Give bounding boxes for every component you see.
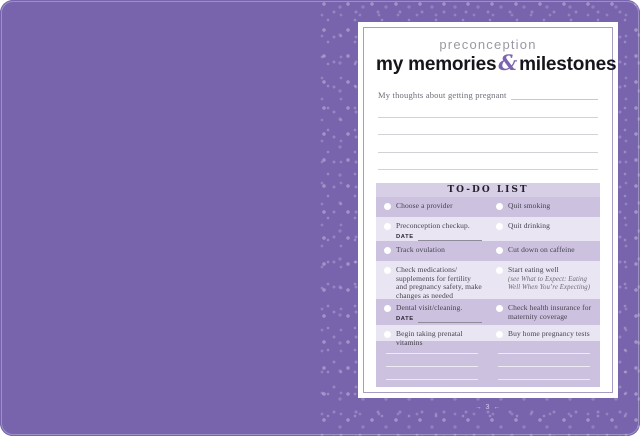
checkbox-circle-icon [496, 305, 503, 312]
todo-item [488, 261, 600, 299]
thoughts-ruled-lines [378, 100, 598, 170]
checkbox-circle-icon [496, 331, 503, 338]
todo-item-label: Quit drinking [508, 221, 550, 230]
checkbox-circle-icon [384, 267, 391, 274]
todo-item-label: Dental visit/cleaning. [396, 303, 463, 312]
write-in-line [386, 367, 478, 380]
page-number: 3 [485, 404, 491, 411]
todo-item [488, 217, 600, 241]
todo-item-label: Choose a provider [396, 201, 453, 210]
section-eyebrow: preconception [439, 37, 537, 52]
todo-item [376, 197, 488, 217]
checkbox-circle-icon [384, 331, 391, 338]
todo-item-label: Begin taking prenatal vitamins [396, 329, 463, 347]
write-in-line [378, 153, 598, 171]
content-panel [358, 22, 618, 398]
date-field [396, 315, 482, 324]
todo-item [376, 261, 488, 299]
page-content [364, 22, 617, 392]
todo-list-section [376, 183, 600, 387]
todo-item [376, 217, 488, 241]
date-field-label: DATE [396, 233, 414, 240]
page-title-right: milestones [519, 54, 617, 75]
checkbox-circle-icon [384, 247, 391, 254]
write-in-line [386, 354, 478, 367]
todo-item [376, 299, 488, 325]
todo-item-label: Check medications/ supplements for fertility and pregnancy safety, make changes as needed [396, 265, 482, 300]
todo-item [488, 299, 600, 325]
date-field [396, 233, 482, 242]
date-field-label: DATE [396, 315, 414, 322]
todo-row [376, 299, 600, 325]
page-title-left: my memories [376, 54, 497, 75]
write-in-line [378, 118, 598, 136]
thoughts-prompt [378, 90, 598, 100]
blank-column [376, 341, 488, 387]
todo-row [376, 241, 600, 261]
write-in-line [418, 322, 482, 323]
checkbox-circle-icon [496, 247, 503, 254]
write-in-line [378, 135, 598, 153]
todo-item-label: Cut down on caffeine [508, 245, 575, 254]
todo-item-label: Check health insurance for maternity coverage [508, 303, 592, 321]
todo-item-label: Preconception checkup. [396, 221, 470, 230]
write-in-line [386, 341, 478, 354]
checkbox-circle-icon [496, 267, 503, 274]
todo-item-label: Buy home pregnancy tests [508, 329, 590, 338]
todo-item [488, 197, 600, 217]
write-in-line [511, 99, 598, 100]
checkbox-circle-icon [496, 223, 503, 230]
page-title [376, 50, 617, 75]
todo-item-label: Quit smoking [508, 201, 551, 210]
write-in-line [498, 341, 590, 354]
write-in-line [378, 100, 598, 118]
todo-blank-write-in-area [376, 341, 600, 387]
todo-item [488, 241, 600, 261]
todo-item-label: Start eating well [508, 265, 559, 274]
checkbox-circle-icon [384, 305, 391, 312]
todo-item [376, 325, 488, 347]
todo-item-label: Track ovulation [396, 245, 445, 254]
todo-list-title: TO-DO LIST [376, 183, 600, 197]
ampersand-ornament: & [498, 50, 518, 75]
write-in-line [498, 367, 590, 380]
thoughts-prompt-label: My thoughts about getting pregnant [378, 90, 507, 100]
todo-item [376, 241, 488, 261]
todo-item [488, 325, 600, 341]
checkbox-circle-icon [496, 203, 503, 210]
blank-column [488, 341, 600, 387]
todo-row [376, 217, 600, 241]
todo-row [376, 325, 600, 347]
checkbox-circle-icon [384, 203, 391, 210]
folio-ornament-left: → [475, 404, 483, 411]
todo-item-note: (see What to Expect: Eating Well When You’re Expecting) [508, 275, 591, 291]
page-number-folio [358, 404, 618, 412]
write-in-line [498, 354, 590, 367]
checkbox-circle-icon [384, 223, 391, 230]
todo-row [376, 261, 600, 299]
todo-row [376, 197, 600, 217]
folio-ornament-right: ← [493, 404, 501, 411]
